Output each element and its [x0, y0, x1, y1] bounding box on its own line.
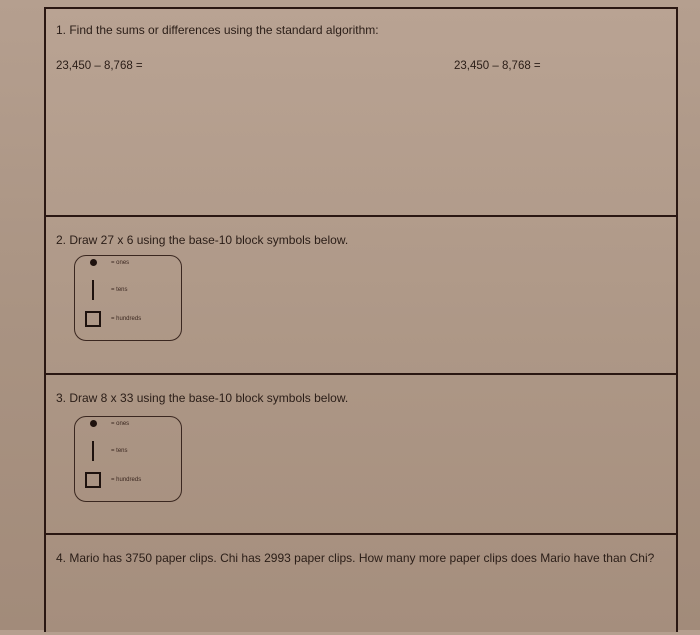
problem-2-prompt: 2. Draw 27 x 6 using the base-10 block symbols below.: [56, 233, 349, 247]
dot-icon: [90, 420, 97, 427]
legend-tens-label: = tens: [111, 287, 128, 293]
problem-1-expression-left: 23,450 – 8,768 =: [56, 60, 143, 72]
problem-1-prompt: 1. Find the sums or differences using the standard algorithm:: [56, 23, 379, 37]
rod-icon: [92, 441, 95, 461]
square-icon: [85, 472, 101, 488]
square-icon: [85, 311, 101, 327]
base-10-legend: [74, 255, 182, 341]
problem-2: [46, 217, 676, 375]
legend-tens-label: = tens: [111, 448, 128, 454]
legend-hundreds-label: = hundreds: [111, 316, 142, 322]
legend-hundreds-label: = hundreds: [111, 477, 142, 483]
legend-ones-label: = ones: [111, 259, 130, 266]
problem-4: [46, 535, 676, 635]
dot-icon: [90, 259, 97, 266]
legend-ones: [75, 420, 181, 427]
problem-3: [46, 375, 676, 535]
rod-icon: [92, 280, 95, 300]
worksheet: [44, 7, 678, 632]
problem-3-prompt: 3. Draw 8 x 33 using the base-10 block symbols below.: [56, 391, 349, 405]
base-10-legend: [74, 416, 182, 502]
legend-ones: [75, 259, 181, 266]
legend-tens: [75, 280, 181, 300]
legend-tens: [75, 441, 181, 461]
problem-4-prompt: 4. Mario has 3750 paper clips. Chi has 2993 paper clips. How many more paper clips does Mario have than Chi?: [56, 551, 655, 565]
problem-1: [46, 9, 676, 217]
legend-hundreds: [75, 311, 181, 327]
problem-1-expression-right: 23,450 – 8,768 =: [454, 60, 541, 72]
legend-hundreds: [75, 472, 181, 488]
legend-ones-label: = ones: [111, 420, 130, 427]
